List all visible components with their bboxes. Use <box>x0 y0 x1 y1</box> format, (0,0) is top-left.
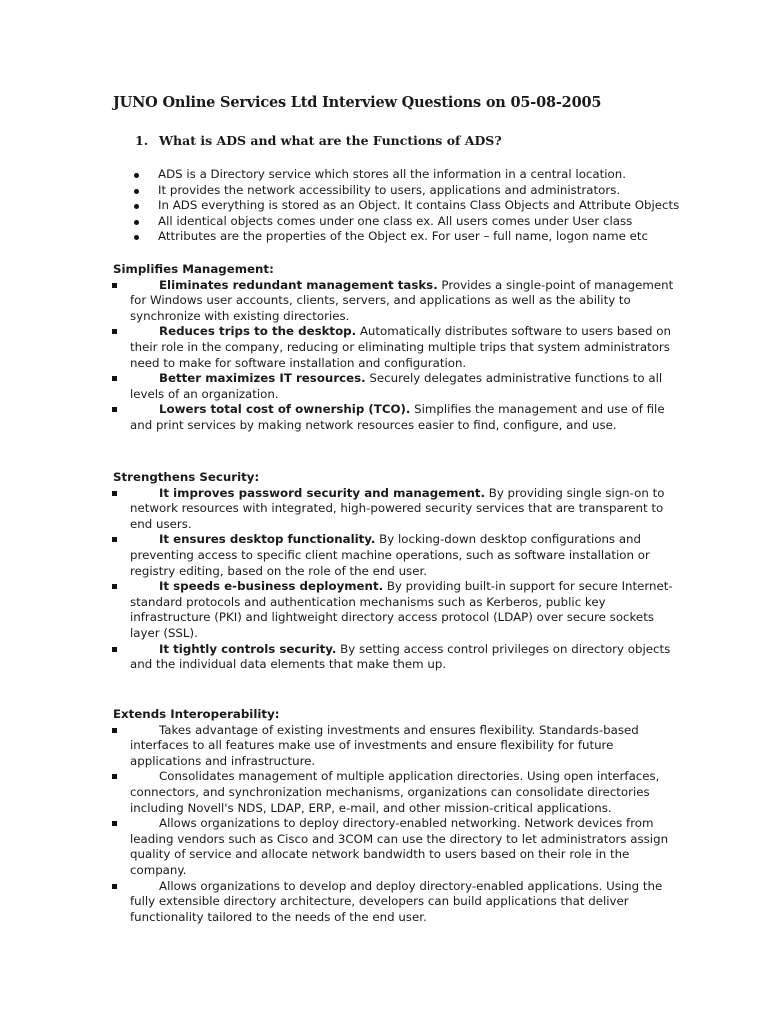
section-heading: Extends Interoperability: <box>113 707 280 721</box>
list-item <box>113 879 732 926</box>
bullet-square-icon <box>112 884 117 889</box>
item-text: Allows organizations to deploy directory-enabled networking. Network devices from <box>159 816 654 831</box>
item-continuation-line: leading vendors such as Cisco and 3COM can use the directory to let administrators assign <box>130 831 669 846</box>
question-number: 1. <box>135 133 149 148</box>
section-heading: Simplifies Management: <box>113 262 274 276</box>
bullet-square-icon <box>112 537 117 542</box>
item-first-line <box>130 642 732 658</box>
list-item: Attributes are the properties of the Object ex. For user – full name, logon name etc <box>133 229 679 245</box>
item-text: By providing built-in support for secure Internet- <box>383 579 673 594</box>
item-first-line <box>130 579 732 595</box>
bullet-square-icon <box>112 774 117 779</box>
item-first-line <box>130 879 732 895</box>
bullet-dot-icon <box>134 189 139 194</box>
item-continuation-line: end users. <box>130 516 192 531</box>
bullet-square-icon <box>112 407 117 412</box>
item-text: Provides a single-point of management <box>437 277 674 292</box>
bullet-dot-icon <box>134 204 139 209</box>
list-item <box>113 769 732 816</box>
list-item: It provides the network accessibility to users, applications and administrators. <box>133 183 679 199</box>
bullet-square-icon <box>112 283 117 288</box>
item-text: Takes advantage of existing investments and ensures flexibility. Standards-based <box>159 722 639 737</box>
item-lead: It improves password security and management. <box>159 485 485 500</box>
item-lead: It speeds e-business deployment. <box>159 579 384 594</box>
bullet-square-icon <box>112 821 117 826</box>
item-continuation-line: network resources with integrated, high-powered security services that are transparent to <box>130 501 664 516</box>
item-first-line <box>130 324 732 340</box>
section-items <box>112 723 732 926</box>
section-heading: Strengthens Security: <box>113 470 260 484</box>
item-text: By locking-down desktop configurations and <box>375 532 642 547</box>
section-items <box>112 486 732 673</box>
item-text: Simplifies the management and use of file <box>410 402 665 417</box>
list-item <box>113 324 732 371</box>
list-item <box>113 642 732 673</box>
item-continuation-line: quality of service and allocate network bandwidth to users based on their role in the <box>130 847 630 862</box>
item-continuation-line: layer (SSL). <box>130 625 198 640</box>
item-continuation-line: preventing access to specific client machine operations, such as software installation or <box>130 547 650 562</box>
list-item <box>113 371 732 402</box>
section-strengthens-security <box>112 470 732 673</box>
list-item: All identical objects comes under one class ex. All users comes under User class <box>133 214 679 230</box>
section-simplifies-management <box>112 262 732 434</box>
item-continuation-line: including Novell's NDS, LDAP, ERP, e-mail, and other mission-critical applications. <box>130 800 612 815</box>
item-continuation-line: standard protocols and authentication mechanisms such as Kerberos, public key <box>130 594 606 609</box>
list-item <box>113 579 732 641</box>
item-continuation-line: for Windows user accounts, clients, servers, and applications as well as the ability to <box>130 293 631 308</box>
item-first-line <box>130 723 732 739</box>
item-continuation-line: infrastructure (PKI) and lightweight directory access protocol (LDAP) over secure sockets <box>130 610 654 625</box>
list-item: ADS is a Directory service which stores all the information in a central location. <box>133 167 679 183</box>
item-text: Consolidates management of multiple application directories. Using open interfaces, <box>159 769 660 784</box>
item-continuation-line: their role in the company, reducing or eliminating multiple trips that system administrators <box>130 339 670 354</box>
item-lead: Better maximizes IT resources. <box>159 371 366 386</box>
item-continuation-line: synchronize with existing directories. <box>130 308 350 323</box>
item-continuation-line: levels of an organization. <box>130 386 279 401</box>
document-title: JUNO Online Services Ltd Interview Questions on 05-08-2005 <box>113 94 602 111</box>
item-first-line <box>130 769 732 785</box>
item-continuation-line: applications and infrastructure. <box>130 753 316 768</box>
item-first-line <box>130 532 732 548</box>
question-heading <box>135 133 502 148</box>
item-first-line <box>130 371 732 387</box>
list-item <box>113 486 732 533</box>
item-continuation-line: registry editing, based on the role of the end user. <box>130 563 427 578</box>
list-item <box>113 278 732 325</box>
item-continuation-line: interfaces to all features make use of investments and ensure flexibility for future <box>130 738 614 753</box>
item-continuation-line: and print services by making network resources easier to find, configure, and use. <box>130 417 617 432</box>
item-first-line <box>130 486 732 502</box>
item-first-line <box>130 402 732 418</box>
item-continuation-line: company. <box>130 862 187 877</box>
item-continuation-line: fully extensible directory architecture, developers can build applications that deliver <box>130 894 629 909</box>
item-text: By providing single sign-on to <box>484 485 665 500</box>
bullet-dot-icon <box>134 235 139 240</box>
ads-bullet-list <box>133 167 679 245</box>
section-items <box>112 278 732 434</box>
list-item <box>113 532 732 579</box>
bullet-square-icon <box>112 376 117 381</box>
item-lead: Reduces trips to the desktop. <box>159 324 357 339</box>
question-text: What is ADS and what are the Functions of ADS? <box>159 133 502 148</box>
item-first-line <box>130 816 732 832</box>
list-item <box>113 816 732 878</box>
item-text: By setting access control privileges on directory objects <box>336 641 671 656</box>
list-item: In ADS everything is stored as an Object. It contains Class Objects and Attribute Objects <box>133 198 679 214</box>
item-text: Securely delegates administrative functions to all <box>365 371 663 386</box>
item-text: Allows organizations to develop and deploy directory-enabled applications. Using the <box>159 878 663 893</box>
list-item <box>113 723 732 770</box>
item-lead: It tightly controls security. <box>159 641 337 656</box>
bullet-dot-icon <box>134 173 139 178</box>
item-continuation-line: connectors, and synchronization mechanisms, organizations can consolidate directories <box>130 784 650 799</box>
item-lead: Lowers total cost of ownership (TCO). <box>159 402 411 417</box>
item-continuation-line: functionality tailored to the needs of the end user. <box>130 909 427 924</box>
item-lead: Eliminates redundant management tasks. <box>159 277 438 292</box>
item-first-line <box>130 278 732 294</box>
list-item <box>113 402 732 433</box>
bullet-square-icon <box>112 728 117 733</box>
item-text: Automatically distributes software to users based on <box>356 324 671 339</box>
bullet-square-icon <box>112 647 117 652</box>
bullet-square-icon <box>112 491 117 496</box>
item-lead: It ensures desktop functionality. <box>159 532 376 547</box>
section-extends-interoperability <box>112 707 732 925</box>
bullet-square-icon <box>112 584 117 589</box>
bullet-square-icon <box>112 329 117 334</box>
item-continuation-line: and the individual data elements that make them up. <box>130 657 447 672</box>
bullet-dot-icon <box>134 220 139 225</box>
item-continuation-line: need to make for software installation and configuration. <box>130 355 467 370</box>
